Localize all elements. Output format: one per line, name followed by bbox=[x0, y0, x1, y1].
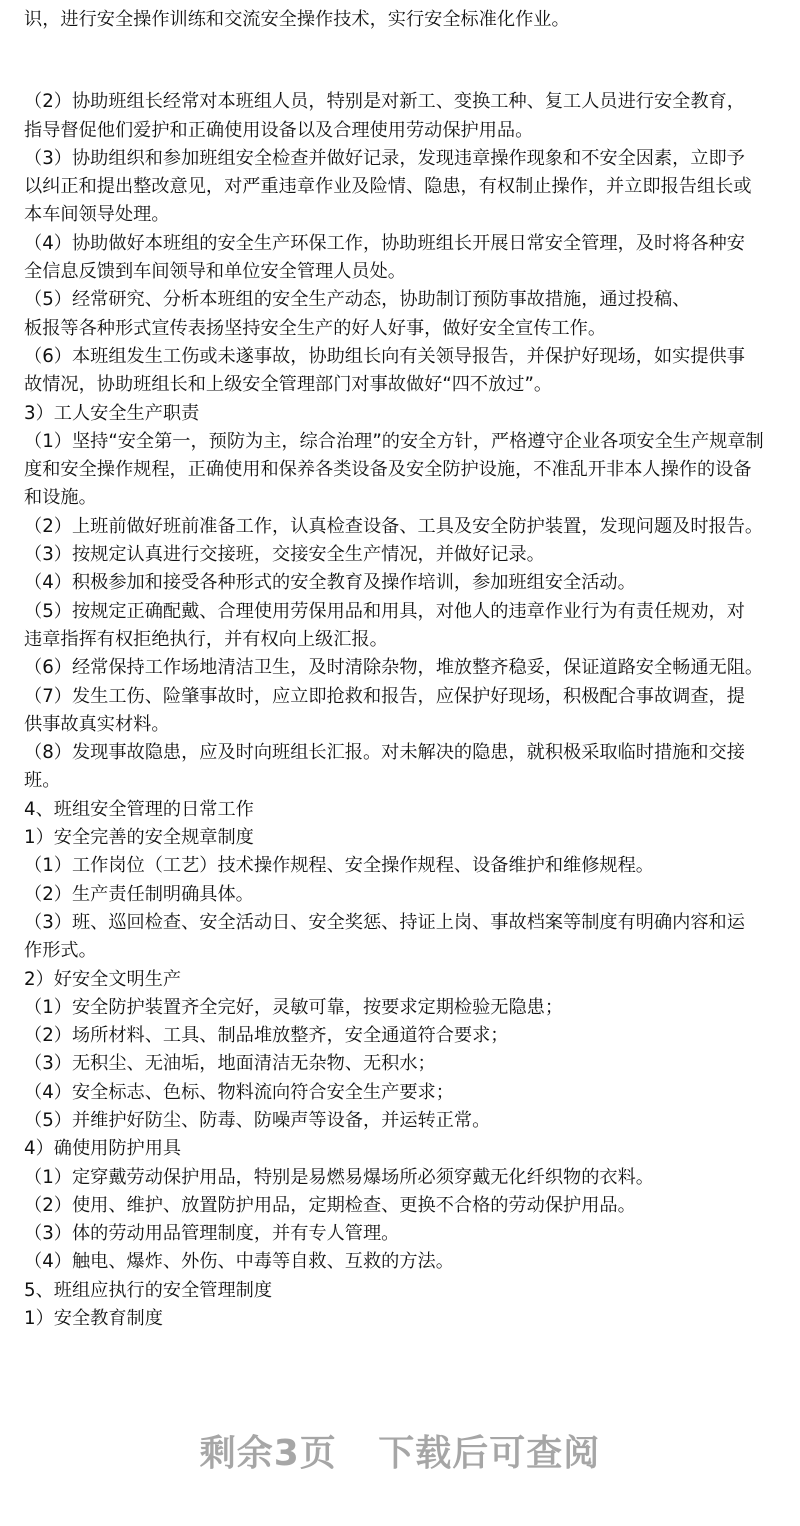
text-line: 2）好安全文明生产 bbox=[24, 968, 182, 990]
text-line: （6）本班组发生工伤或未遂事故，协助组长向有关领导报告，并保护好现场，如实提供事 bbox=[24, 345, 745, 367]
text-line: （6）经常保持工作场地清洁卫生，及时清除杂物，堆放整齐稳妥，保证道路安全畅通无阻。 bbox=[24, 657, 764, 679]
document-body bbox=[24, 6, 794, 1333]
text-line: （4）积极参加和接受各种形式的安全教育及操作培训，参加班组安全活动。 bbox=[24, 572, 636, 594]
text-line: 度和安全操作规程，正确使用和保养各类设备及安全防护设施，不准乱开非本人操作的设备 bbox=[24, 459, 752, 481]
text-line: 1）安全完善的安全规章制度 bbox=[24, 827, 254, 849]
text-line: 本车间领导处理。 bbox=[24, 204, 170, 226]
text-line: （3）体的劳动用品管理制度，并有专人管理。 bbox=[24, 1223, 400, 1245]
remaining-pages-label: 剩余3页 bbox=[199, 1433, 337, 1474]
text-line: （1）坚持“安全第一，预防为主，综合治理”的安全方针，严格遵守企业各项安全生产规章制 bbox=[24, 430, 764, 452]
text-line: （5）并维护好防尘、防毒、防噪声等设备，并运转正常。 bbox=[24, 1109, 491, 1131]
text-line: 5、班组应执行的安全管理制度 bbox=[24, 1279, 273, 1301]
text-line: （4）安全标志、色标、物料流向符合安全生产要求； bbox=[24, 1081, 454, 1103]
text-line: 全信息反馈到车间领导和单位安全管理人员处。 bbox=[24, 261, 406, 283]
text-line: （4）协助做好本班组的安全生产环保工作，协助班组长开展日常安全管理，及时将各种安 bbox=[24, 232, 745, 254]
text-line: 违章指挥有权拒绝执行，并有权向上级汇报。 bbox=[24, 628, 388, 650]
text-line: （7）发生工伤、险肇事故时，应立即抢救和报告，应保护好现场，积极配合事故调查，提 bbox=[24, 685, 745, 707]
text-line: （2）上班前做好班前准备工作，认真检查设备、工具及安全防护装置，发现问题及时报告。 bbox=[24, 515, 764, 537]
text-line: （3）协助组织和参加班组安全检查并做好记录，发现违章操作现象和不安全因素，立即予 bbox=[24, 147, 745, 169]
paragraph-gap bbox=[24, 34, 794, 88]
text-line: 以纠正和提出整改意见，对严重违章作业及险情、隐患，有权制止操作，并立即报告组长或 bbox=[24, 176, 752, 198]
download-prompt[interactable] bbox=[0, 1425, 800, 1476]
document-lines bbox=[24, 88, 794, 1333]
text-line: （2）使用、维护、放置防护用品，定期检查、更换不合格的劳动保护用品。 bbox=[24, 1194, 636, 1216]
text-line: 3）工人安全生产职责 bbox=[24, 402, 200, 424]
text-line: （3）班、巡回检查、安全活动日、安全奖惩、持证上岗、事故档案等制度有明确内容和运 bbox=[24, 911, 745, 933]
text-line: （8）发现事故隐患，应及时向班组长汇报。对未解决的隐患，就积极采取临时措施和交接 bbox=[24, 742, 745, 764]
text-line: 识，进行安全操作训练和交流安全操作技术，实行安全标准化作业。 bbox=[24, 9, 570, 30]
text-line: （3）按规定认真进行交接班，交接安全生产情况，并做好记录。 bbox=[24, 544, 545, 566]
text-line: 4、班组安全管理的日常工作 bbox=[24, 798, 254, 820]
text-line: 班。 bbox=[24, 770, 61, 792]
text-line: 板报等各种形式宣传表扬坚持安全生产的好人好事，做好安全宣传工作。 bbox=[24, 317, 607, 339]
text-line: （4）触电、爆炸、外伤、中毒等自救、互救的方法。 bbox=[24, 1251, 454, 1273]
text-line: （5）按规定正确配戴、合理使用劳保用品和用具，对他人的违章作业行为有责任规劝，对 bbox=[24, 600, 745, 622]
download-to-view-label[interactable]: 下载后可查阅 bbox=[378, 1433, 601, 1474]
text-line: （2）协助班组长经常对本班组人员，特别是对新工、变换工种、复工人员进行安全教育， bbox=[24, 91, 745, 113]
text-line: （2）生产责任制明确具体。 bbox=[24, 883, 254, 905]
text-line: （1）工作岗位（工艺）技术操作规程、安全操作规程、设备维护和维修规程。 bbox=[24, 855, 654, 877]
text-line: 供事故真实材料。 bbox=[24, 713, 170, 735]
text-line: （5）经常研究、分析本班组的安全生产动态，协助制订预防事故措施，通过投稿、 bbox=[24, 289, 691, 311]
text-line: （1）安全防护装置齐全完好，灵敏可靠，按要求定期检验无隐患； bbox=[24, 996, 564, 1018]
text-line: （2）场所材料、工具、制品堆放整齐，安全通道符合要求； bbox=[24, 1025, 509, 1047]
text-line: 4）确使用防护用具 bbox=[24, 1138, 182, 1160]
text-line: （1）定穿戴劳动保护用品，特别是易燃易爆场所必须穿戴无化纤织物的衣料。 bbox=[24, 1166, 654, 1188]
text-line: 和设施。 bbox=[24, 487, 97, 509]
text-line: （3）无积尘、无油垢，地面清洁无杂物、无积水； bbox=[24, 1053, 436, 1075]
text-line: 指导督促他们爱护和正确使用设备以及合理使用劳动保护用品。 bbox=[24, 119, 534, 141]
text-line: 1）安全教育制度 bbox=[24, 1308, 163, 1330]
text-line: 故情况，协助班组长和上级安全管理部门对事故做好“四不放过”。 bbox=[24, 374, 553, 396]
text-line: 作形式。 bbox=[24, 940, 97, 962]
